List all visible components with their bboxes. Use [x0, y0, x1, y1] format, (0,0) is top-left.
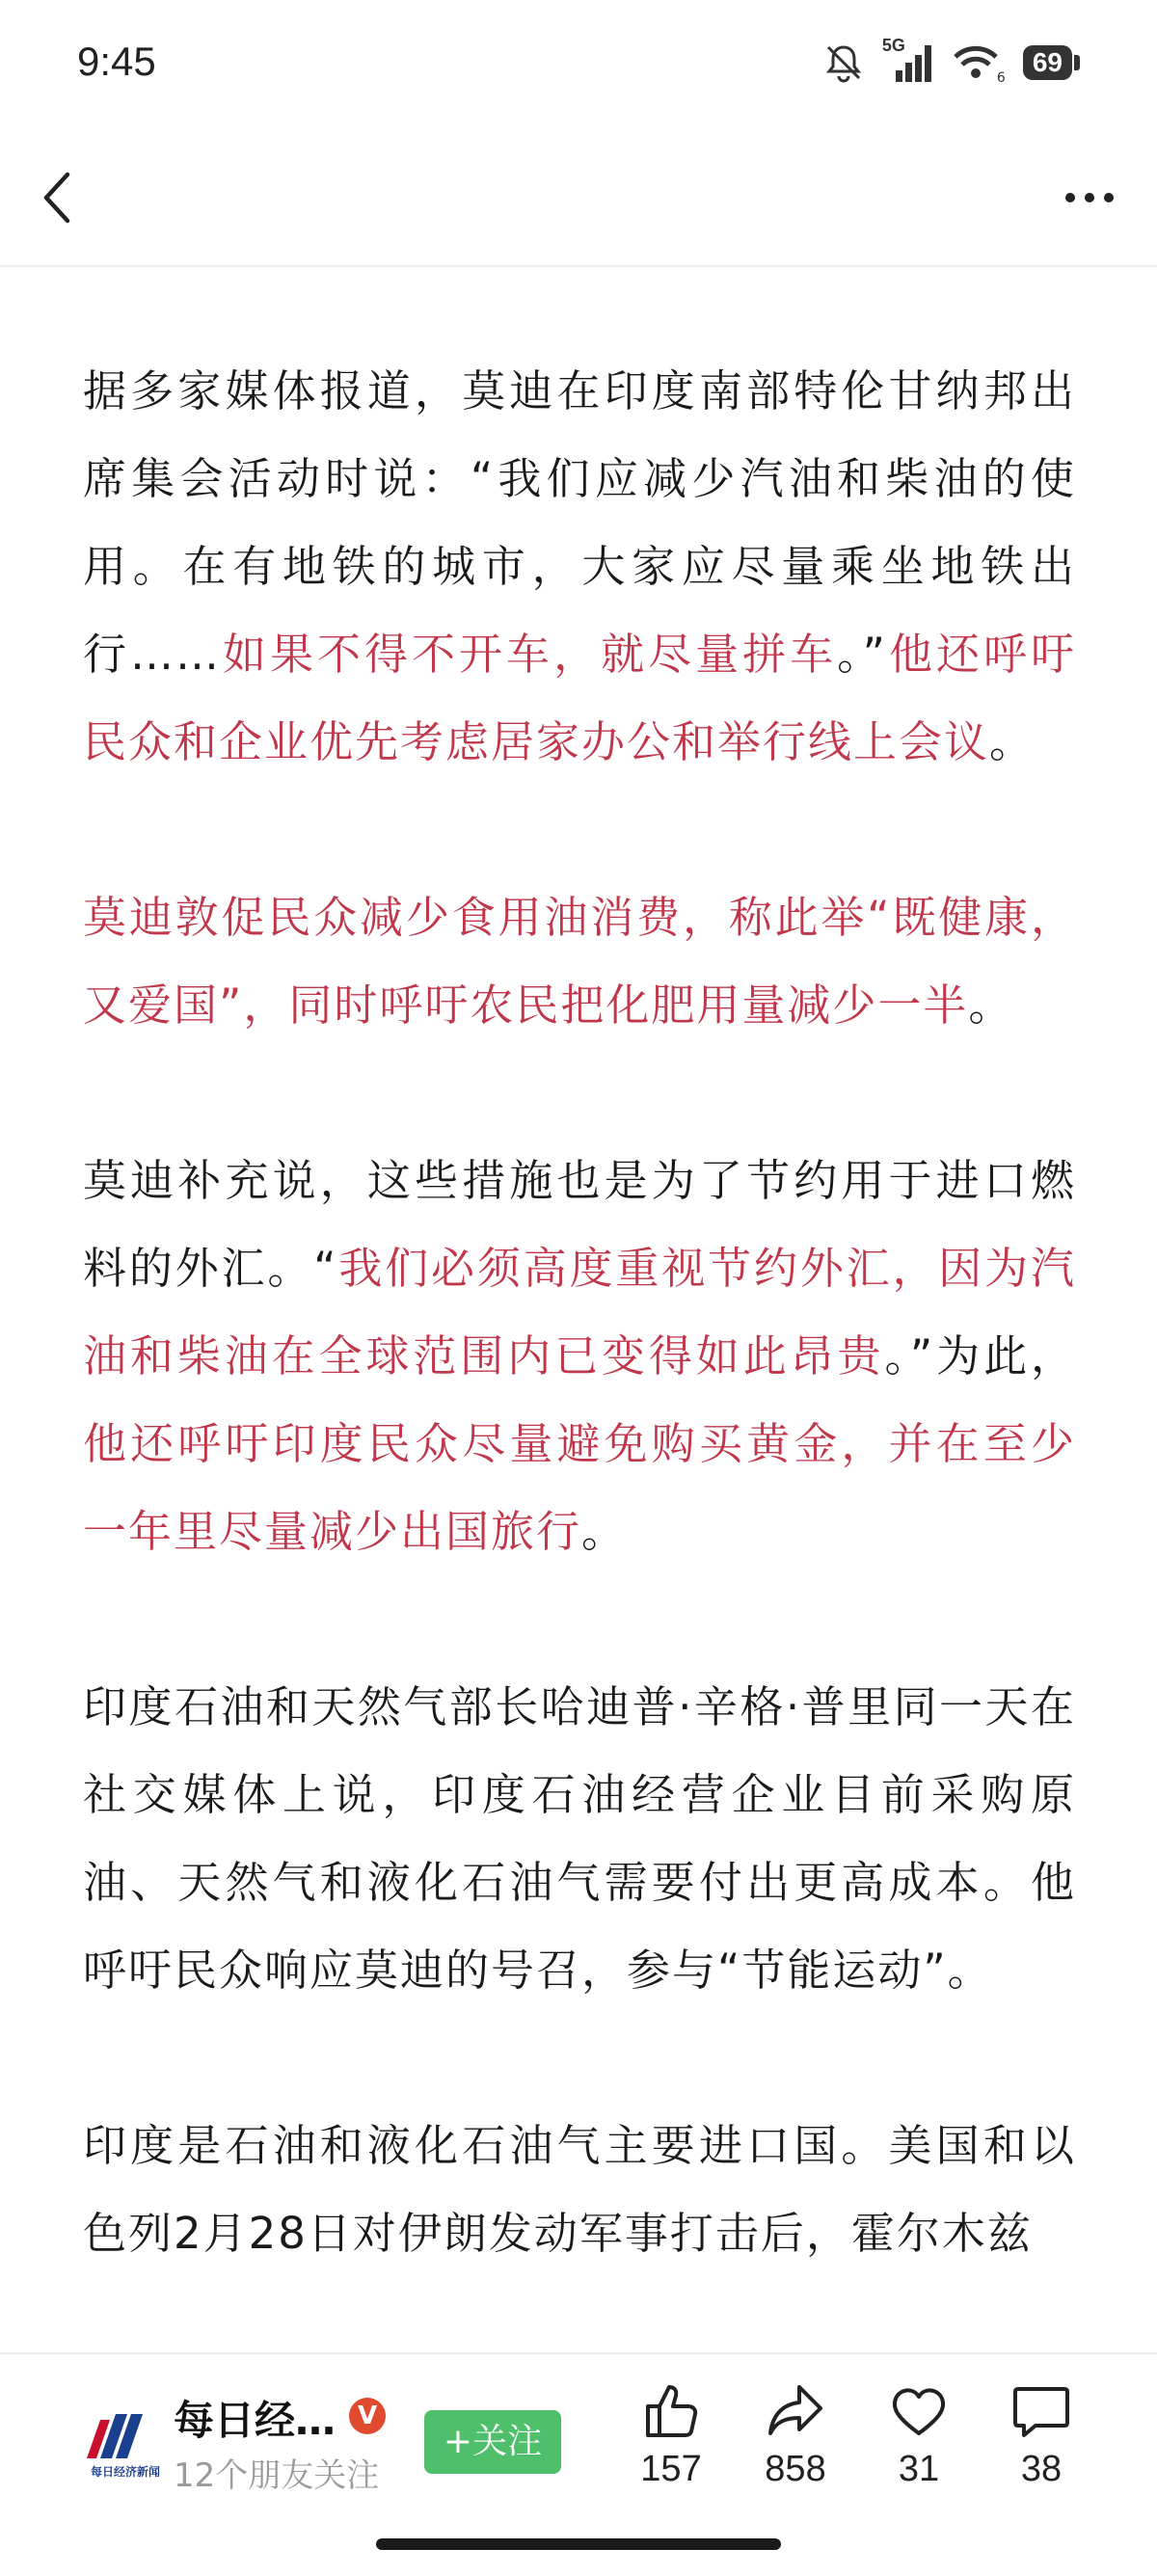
- comment-count: 38: [1020, 2449, 1063, 2489]
- home-indicator[interactable]: [376, 2538, 781, 2550]
- follow-button[interactable]: +关注: [424, 2410, 561, 2474]
- comment-button[interactable]: [983, 2381, 1099, 2490]
- source-name[interactable]: 每日经…: [174, 2397, 336, 2444]
- share-count: 858: [765, 2449, 826, 2489]
- body-text: 。”: [837, 629, 887, 680]
- article-paragraph: [83, 2102, 1076, 2277]
- status-icons: [822, 36, 1080, 87]
- like-button[interactable]: [613, 2381, 729, 2490]
- body-text: 莫迪补充说，这些措施也是为了节约用于进口燃料的外汇。“: [83, 1155, 1076, 1294]
- mute-bell-icon: [822, 41, 865, 84]
- back-arrow-icon[interactable]: [39, 169, 77, 227]
- article-paragraph: [83, 1663, 1076, 2014]
- heart-icon: [888, 2381, 950, 2441]
- favorite-button[interactable]: [861, 2381, 977, 2490]
- highlighted-text: 我们必须高度重视节约外汇，因为汽油和柴油在全球范围内已变得如此昂贵: [83, 1243, 1076, 1382]
- highlighted-text: 他还呼吁民众和企业优先考虑居家办公和举行线上会议: [83, 629, 1076, 767]
- body-text: 。”为此，: [884, 1330, 1076, 1382]
- status-time: 9:45: [77, 39, 156, 84]
- source-logo[interactable]: [77, 2401, 174, 2487]
- article-body: [83, 347, 1076, 2365]
- article-paragraph: [83, 873, 1076, 1049]
- verified-badge-icon: V: [349, 2398, 386, 2434]
- article-paragraph: [83, 1137, 1076, 1575]
- network-type: 5G: [881, 36, 905, 55]
- battery-level: 69: [1023, 45, 1072, 80]
- share-button[interactable]: [738, 2381, 853, 2490]
- top-nav-bar: [0, 130, 1157, 267]
- wifi-icon: [952, 41, 1006, 84]
- cell-signal-icon: [881, 36, 934, 84]
- highlighted-text: 他还呼吁印度民众尽量避免购买黄金，并在至少一年里尽量减少出国旅行: [83, 1418, 1076, 1557]
- thumbs-up-icon: [640, 2381, 702, 2441]
- battery-icon: [1023, 45, 1080, 80]
- article-paragraph: [83, 347, 1076, 786]
- favorite-count: 31: [898, 2449, 940, 2489]
- share-arrow-icon: [765, 2381, 826, 2441]
- comment-bubble-icon: [1010, 2381, 1072, 2441]
- svg-text:每日经济新闻: 每日经济新闻: [90, 2465, 161, 2479]
- body-text: 。: [968, 979, 1014, 1031]
- highlighted-text: 莫迪敦促民众减少食用油消费，称此举“既健康，又爱国”，同时呼吁农民把化肥用量减少一半: [83, 892, 1076, 1031]
- body-text: 。: [581, 1506, 628, 1557]
- body-text: 据多家媒体报道，莫迪在印度南部特伦甘纳邦出席集会活动时说：“我们应减少汽油和柴油的使用。在有地铁的城市，大家应尽量乘坐地铁出行……: [83, 365, 1076, 680]
- friends-follow-text: 12个朋友关注: [174, 2456, 380, 2495]
- like-count: 157: [640, 2449, 702, 2489]
- more-options-icon[interactable]: [1061, 183, 1118, 212]
- wifi-index: 6: [996, 70, 1006, 86]
- body-text: 。: [989, 716, 1036, 767]
- status-bar: [0, 0, 1157, 130]
- body-text: 印度是石油和液化石油气主要进口国。美国和以色列2月28日对伊朗发动军事打击后，霍尔木兹: [83, 2120, 1076, 2259]
- highlighted-text: 如果不得不开车，就尽量拼车: [221, 629, 838, 680]
- body-text: 印度石油和天然气部长哈迪普·辛格·普里同一天在社交媒体上说，印度石油经营企业目前采购原油、天然气和液化石油气需要付出更高成本。他呼吁民众响应莫迪的号召，参与“节能运动”。: [83, 1681, 1076, 1996]
